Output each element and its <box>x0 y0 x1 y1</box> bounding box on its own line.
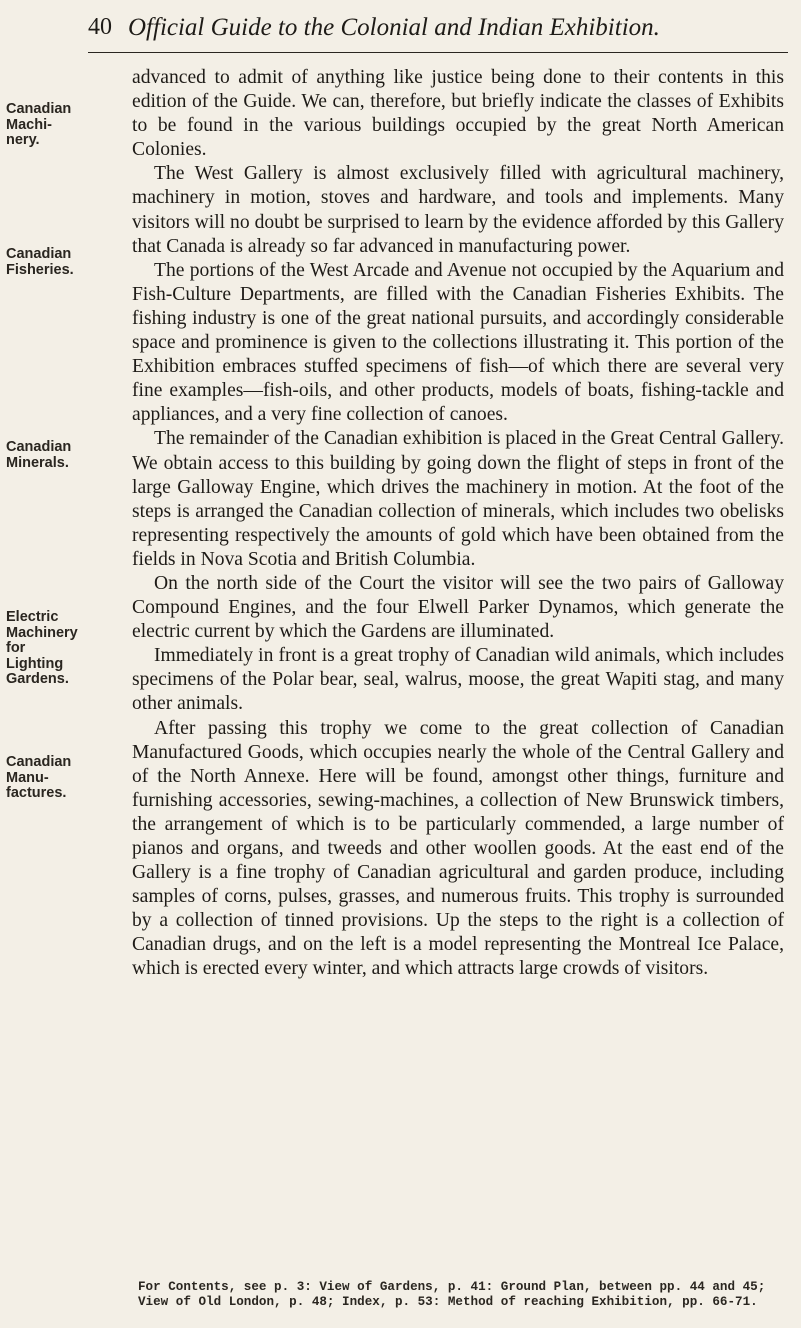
margin-note-canadian-minerals: Canadian Minerals. <box>6 439 72 471</box>
paragraph-fisheries: The portions of the West Arcade and Avenue not occupied by the Aquarium and Fish-Culture Departments, are filled with the Canadian Fisheries Exhibits. The fishing industry is one of the great national pursuits, and accordingly considerable space and prominence is given to the collections illustrating it. This portion of the Exhibition embraces stuffed specimens of fish—of which there are several very fine examples—fish-oils, and other products, models of boats, fishing-tackle and appliances, and a very fine collection of canoes. <box>132 259 784 426</box>
margin-note-canadian-manufactures: Canadian Manu- factures. <box>6 754 72 801</box>
margin-note-canadian-machinery: Canadian Machi- nery. <box>6 101 72 148</box>
margin-note-electric-machinery: Electric Machinery for Lighting Gardens. <box>6 609 78 687</box>
page-header <box>88 14 788 53</box>
paragraph-electric: On the north side of the Court the visitor will see the two pairs of Galloway Compound Engines, and the four Elwell Parker Dynamos, which generate the electric current by which the Gardens are illuminated. <box>132 572 784 643</box>
paragraph-manufactures: After passing this trophy we come to the great collection of Canadian Manufactured Goods, which occupies nearly the whole of the Central Gallery and of the North Annexe. Here will be found, amongst other things, furniture and furnishing accessories, sewing-machines, a collection of New Brunswick timbers, the arrangement of which is to be particularly commended, a large number of pianos and organs, and tweeds and other woollen goods. At the east end of the Gallery is a fine trophy of Canadian agricultural and garden produce, including samples of corns, pulses, grasses, and numerous fruits. This trophy is surrounded by a collection of tinned provisions. Up the steps to the right is a collection of Canadian drugs, and on the left is a model representing the Montreal Ice Palace, which is erected every winter, and which attracts large crowds of visitors. <box>132 717 784 980</box>
paragraph-west-gallery: The West Gallery is almost exclusively filled with agricultural machinery, machinery in motion, stoves and hardware, and tools and implements. Many visitors will no doubt be surprised to learn by the evidence afforded by this Gallery that Canada is already so far advanced in manufacturing power. <box>132 163 784 257</box>
footer-line-1: For Contents, see p. 3: View of Gardens, p. 41: Ground Plan, between pp. 44 and 45; <box>138 1280 766 1294</box>
footer-line-2: View of Old London, p. 48; Index, p. 53: Method of reaching Exhibition, pp. 66-71. <box>138 1295 758 1309</box>
running-title: Official Guide to the Colonial and Indian Exhibition. <box>128 14 660 41</box>
margin-note-canadian-fisheries: Canadian Fisheries. <box>6 246 74 278</box>
paragraph-continuation: advanced to admit of anything like justice being done to their contents in this edition of the Guide. We can, therefore, but briefly indicate the classes of Exhibits to be found in the various buildings occupied by the great North American Colonies. <box>132 67 784 161</box>
paragraph-wild-animals: Immediately in front is a great trophy of Canadian wild animals, which includes specimens of the Polar bear, seal, walrus, moose, the great Wapiti stag, and many other animals. <box>132 645 784 715</box>
body-text <box>132 66 784 982</box>
paragraph-minerals: The remainder of the Canadian exhibition is placed in the Great Central Gallery. We obtain access to this building by going down the flight of steps in front of the large Galloway Engine, which drives the machinery in motion. At the foot of the steps is arranged the Canadian collection of minerals, which includes two obelisks representing respectively the amounts of gold which have been obtained from the fields in Nova Scotia and British Columbia. <box>132 428 784 570</box>
page-number: 40 <box>88 14 112 40</box>
page-footer <box>138 1280 788 1310</box>
